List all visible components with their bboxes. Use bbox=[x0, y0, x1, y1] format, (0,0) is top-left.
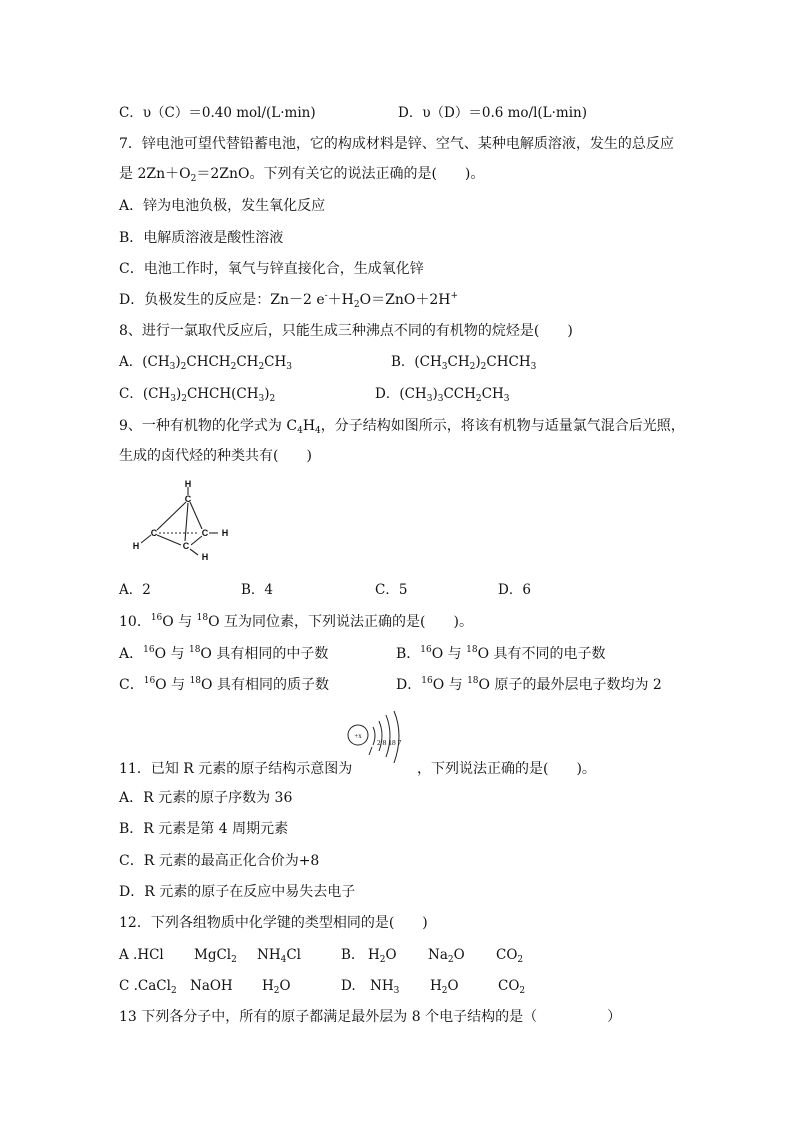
q8-option-a: A．$(CH_3)_2CHCH_2CH_2CH_3$ bbox=[119, 354, 293, 372]
atom-h-left: H bbox=[132, 541, 140, 551]
q7-option-a: A．锌为电池负极，发生氧化反应 bbox=[119, 198, 326, 214]
nucleus-label: +x bbox=[354, 732, 362, 740]
q12-d-label: D. bbox=[341, 978, 356, 994]
electron-shell-3 bbox=[386, 715, 390, 757]
q9-stem-line1: 9、一种有机物的化学式为 $C_4H_4$，分子结构如图所示，将该有机物与适量氯气混合后光照， bbox=[119, 418, 685, 436]
q7-option-d: D．负极发生的反应是：Zn－2 $e^-+H_2O=ZnO+2H^+$ bbox=[119, 291, 458, 310]
bond-top-left bbox=[157, 502, 186, 530]
q12-c-label: C .CaCl$_2$ bbox=[119, 978, 177, 996]
q12-d-formula-1: $NH_3$ bbox=[370, 978, 400, 996]
c4h4-structure-figure bbox=[126, 480, 236, 565]
atom-c-left: C bbox=[150, 528, 158, 538]
q9-option-b: B．4 bbox=[241, 582, 274, 598]
q12-d-formula-3: $CO_2$ bbox=[498, 978, 526, 996]
atom-h-right: H bbox=[221, 528, 229, 538]
bond-top-bottom bbox=[185, 503, 188, 541]
shell-electron-counts: 2 8 18 7 bbox=[377, 738, 402, 747]
bond-bottom-h bbox=[190, 549, 198, 555]
q11-option-c: C．R 元素的最高正化合价为+8 bbox=[119, 853, 320, 869]
q10-option-b: B．$^{16}$O 与 $^{18}$O 具有不同的电子数 bbox=[396, 645, 606, 662]
q10-option-a: A．$^{16}$O 与 $^{18}$O 具有相同的中子数 bbox=[119, 645, 329, 662]
q12-b-formula-3: $CO_2$ bbox=[496, 947, 524, 965]
q6-option-c: C．υ（C）＝0.40 mol/(L·min) bbox=[119, 105, 316, 121]
q6-option-d: D．υ（D）＝0.6 mo/l(L·min) bbox=[398, 105, 588, 121]
q13-stem: 13 下列各分子中，所有的原子都满足最外层为 8 个电子结构的是（ ） bbox=[119, 1009, 622, 1025]
bond-top-right bbox=[190, 502, 202, 529]
atom-c-top: C bbox=[184, 494, 192, 504]
q12-a-label: A .HCl bbox=[119, 947, 164, 963]
q12-a-formula-2: $NH_4Cl$ bbox=[257, 947, 301, 965]
q9-option-a: A．2 bbox=[119, 582, 151, 598]
q12-c-formula-1: NaOH bbox=[190, 978, 233, 994]
atom-h-top: H bbox=[184, 480, 192, 489]
shell-tick bbox=[369, 747, 372, 755]
q11-option-d: D．R 元素的原子在反应中易失去电子 bbox=[119, 884, 356, 900]
q8-option-b: B．$(CH_3CH_2)_2CHCH_3$ bbox=[391, 354, 537, 372]
q12-d-formula-2: $H_2O$ bbox=[430, 978, 459, 996]
q12-b-label: B. bbox=[341, 947, 356, 963]
atom-c-right: C bbox=[201, 528, 209, 538]
q7-stem-line1: 7．锌电池可望代替铅蓄电池，它的构成材料是锌、空气、某种电解质溶液，发生的总反应 bbox=[119, 136, 674, 152]
q8-option-d: D．$(CH_3)_3CCH_2CH_3$ bbox=[375, 386, 510, 404]
q11-stem-part1: 11．已知 R 元素的原子结构示意图为 bbox=[119, 761, 353, 777]
bond-left-h bbox=[141, 535, 151, 543]
q9-option-c: C．5 bbox=[375, 582, 408, 598]
electron-shell-1 bbox=[373, 727, 375, 745]
q8-stem: 8、进行一氯取代反应后，只能生成三种沸点不同的有机物的烷烃是( ) bbox=[119, 323, 573, 339]
q7-option-b: B．电解质溶液是酸性溶液 bbox=[119, 230, 284, 246]
q9-stem-line2: 生成的卤代烃的种类共有( ) bbox=[119, 448, 312, 464]
q12-c-formula-2: $H_2O$ bbox=[262, 978, 291, 996]
q10-option-c: C．$^{16}$O 与 $^{18}$O 具有相同的质子数 bbox=[119, 676, 329, 693]
q7-option-c: C．电池工作时，氧气与锌直接化合，生成氧化锌 bbox=[119, 261, 424, 277]
bond-left-bottom bbox=[157, 535, 181, 545]
atom-c-bottom: C bbox=[182, 541, 190, 551]
q10-option-d: D．$^{16}$O 与 $^{18}$O 原子的最外层电子数均为 2 bbox=[396, 676, 662, 693]
electron-shell-4 bbox=[394, 711, 399, 763]
bond-bottom-right bbox=[191, 536, 202, 545]
q11-option-a: A．R 元素的原子序数为 36 bbox=[119, 790, 293, 806]
q11-option-b: B．R 元素是第 4 周期元素 bbox=[119, 821, 289, 837]
q12-a-formula-1: MgCl$_2$ bbox=[194, 947, 237, 965]
q7-stem-line2: 是 $2Zn+O_2=2ZnO$。下列有关它的说法正确的是( )。 bbox=[119, 166, 485, 184]
q12-b-formula-2: $Na_2O$ bbox=[428, 947, 465, 965]
atom-structure-diagram bbox=[345, 707, 415, 769]
q8-option-c: C．$(CH_3)_2CHCH(CH_3)_2$ bbox=[119, 386, 276, 404]
q10-stem: 10．$^{16}$O 与 $^{18}$O 互为同位素，下列说法正确的是( )。 bbox=[119, 613, 473, 630]
q12-b-formula-1: $H_2O$ bbox=[368, 947, 397, 965]
atom-h-bottom: H bbox=[201, 552, 209, 562]
q12-stem: 12．下列各组物质中化学键的类型相同的是( ) bbox=[119, 915, 428, 931]
q11-stem-part2: ，下列说法正确的是( )。 bbox=[417, 761, 596, 777]
q9-option-d: D．6 bbox=[498, 582, 531, 598]
